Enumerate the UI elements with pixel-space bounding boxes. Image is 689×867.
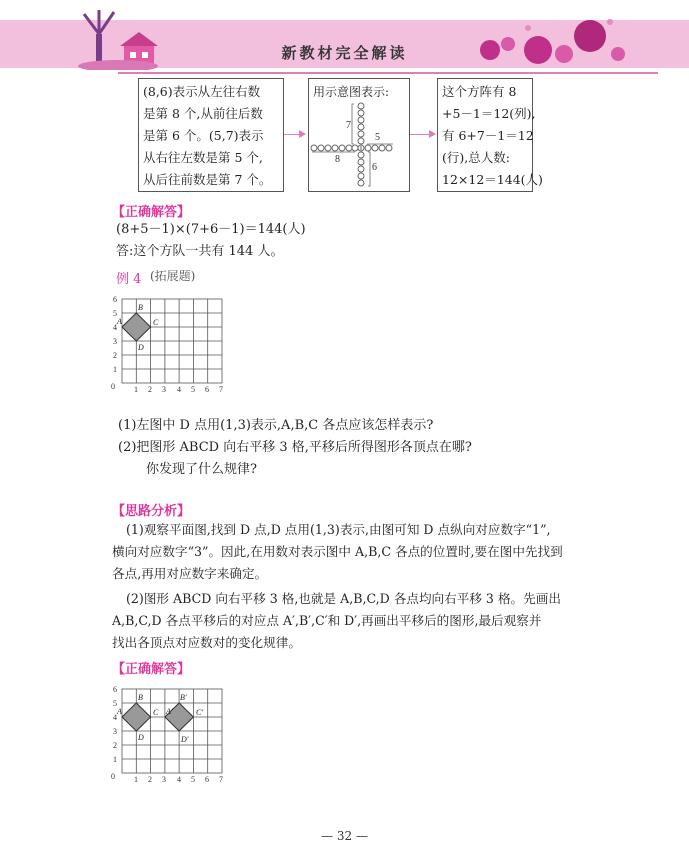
x-tick: 7 (219, 385, 223, 394)
box2-title: 用示意图表示: (313, 85, 390, 99)
square-abcd (122, 703, 151, 731)
point-label-a: A (117, 317, 122, 326)
box1-line: 从右往左数是第 5 个, (143, 150, 263, 165)
x-tick: 5 (191, 775, 195, 784)
x-tick: 5 (191, 385, 195, 394)
x-tick: 3 (162, 775, 166, 784)
analysis-heading: 【思路分析】 (112, 504, 191, 519)
point-label-a: A (117, 707, 122, 716)
explanation-box-1 (138, 78, 284, 192)
analysis-line: (2)图形 ABCD 向右平移 3 格,也就是 A,B,C,D 各点均向右平移 3 格。先画出 (126, 591, 561, 606)
box1-line: 从后往前数是第 7 个。 (143, 172, 272, 187)
coordinate-grid-2 (108, 682, 230, 788)
x-tick: 6 (205, 775, 209, 784)
x-tick: 4 (177, 775, 181, 784)
question-2: (2)把图形 ABCD 向右平移 3 格,平移后所得图形各顶点在哪? (118, 440, 472, 455)
x-tick: 0 (111, 382, 115, 391)
arrow-line (284, 134, 300, 135)
analysis-line: 横向对应数字“3”。因此,在用数对表示图中 A,B,C 各点的位置时,要在图中先找到 (112, 544, 563, 559)
y-tick: 1 (113, 755, 117, 764)
box3-line: 这个方阵有 8 (442, 84, 517, 99)
y-tick: 5 (113, 699, 117, 708)
box3-line: 有 6+7－1＝12 (442, 128, 534, 143)
label-5: 5 (375, 132, 380, 143)
coordinate-grid-1 (108, 292, 230, 398)
example-type: (拓展题) (150, 269, 196, 283)
analysis-line: 各点,再用对应数字来确定。 (112, 566, 268, 581)
point-label-a-prime: A′ (166, 707, 173, 716)
answer-conclusion: 答:这个方队一共有 144 人。 (116, 244, 284, 259)
x-tick: 4 (177, 385, 181, 394)
arrow-line (410, 134, 430, 135)
y-tick: 4 (113, 323, 117, 332)
y-tick: 1 (113, 365, 117, 374)
x-tick: 2 (148, 385, 152, 394)
box3-line: 12×12＝144(人) (442, 172, 543, 187)
box3-line: (行),总人数: (442, 150, 510, 165)
y-tick: 3 (113, 337, 117, 346)
y-tick: 2 (113, 741, 117, 750)
x-tick: 1 (134, 775, 138, 784)
x-tick: 2 (148, 775, 152, 784)
square-abcd (122, 313, 151, 341)
analysis-line: A,B,C,D 各点平移后的对应点 A′,B′,C′和 D′,再画出平移后的图形,最后观察并 (112, 613, 542, 628)
y-tick: 4 (113, 713, 117, 722)
x-tick: 0 (111, 772, 115, 781)
x-tick: 6 (205, 385, 209, 394)
correct-answer-heading: 【正确解答】 (112, 205, 191, 220)
answer-formula: (8+5－1)×(7+6－1)＝144(人) (116, 222, 306, 237)
formation-diagram (309, 100, 409, 190)
point-label-b: B (138, 303, 143, 312)
x-tick: 1 (134, 385, 138, 394)
point-label-b: B (138, 693, 143, 702)
arrow-right-icon (299, 130, 306, 138)
box1-line: 是第 6 个。(5,7)表示 (143, 128, 264, 143)
question-1: (1)左图中 D 点用(1,3)表示,A,B,C 各点应该怎样表示? (118, 418, 434, 433)
point-label-d: D (138, 343, 144, 352)
box1-line: 是第 8 个,从前往后数 (143, 106, 263, 121)
arrow-right-icon (429, 130, 436, 138)
question-3: 你发现了什么规律? (146, 462, 257, 477)
explanation-box-3 (437, 78, 543, 192)
header-title: 新教材完全解读 (281, 44, 408, 62)
analysis-line: (1)观察平面图,找到 D 点,D 点用(1,3)表示,由图可知 D 点纵向对应数字“1”, (126, 522, 551, 537)
point-label-c: C (153, 318, 159, 327)
y-tick: 2 (113, 351, 117, 360)
point-label-c-prime: C′ (196, 708, 204, 717)
x-tick: 3 (162, 385, 166, 394)
y-tick: 5 (113, 309, 117, 318)
point-label-b-prime: B′ (180, 693, 187, 702)
y-tick: 6 (113, 685, 117, 694)
box1-line: (8,6)表示从左往右数 (143, 84, 261, 99)
y-tick: 6 (113, 295, 117, 304)
correct-answer-heading-2: 【正确解答】 (112, 662, 191, 677)
label-7: 7 (346, 120, 351, 131)
y-tick: 3 (113, 727, 117, 736)
page-number: — 32 — (321, 829, 368, 843)
box3-line: +5－1＝12(列), (442, 106, 536, 121)
x-tick: 7 (219, 775, 223, 784)
point-label-c: C (153, 708, 159, 717)
example-label: 例 4 (116, 272, 142, 287)
analysis-line: 找出各顶点对应数对的变化规律。 (112, 635, 301, 650)
point-label-d-prime: D′ (181, 735, 189, 744)
label-6: 6 (372, 162, 377, 173)
point-label-d: D (138, 733, 144, 742)
header-rule (118, 72, 658, 74)
label-8: 8 (335, 154, 340, 165)
